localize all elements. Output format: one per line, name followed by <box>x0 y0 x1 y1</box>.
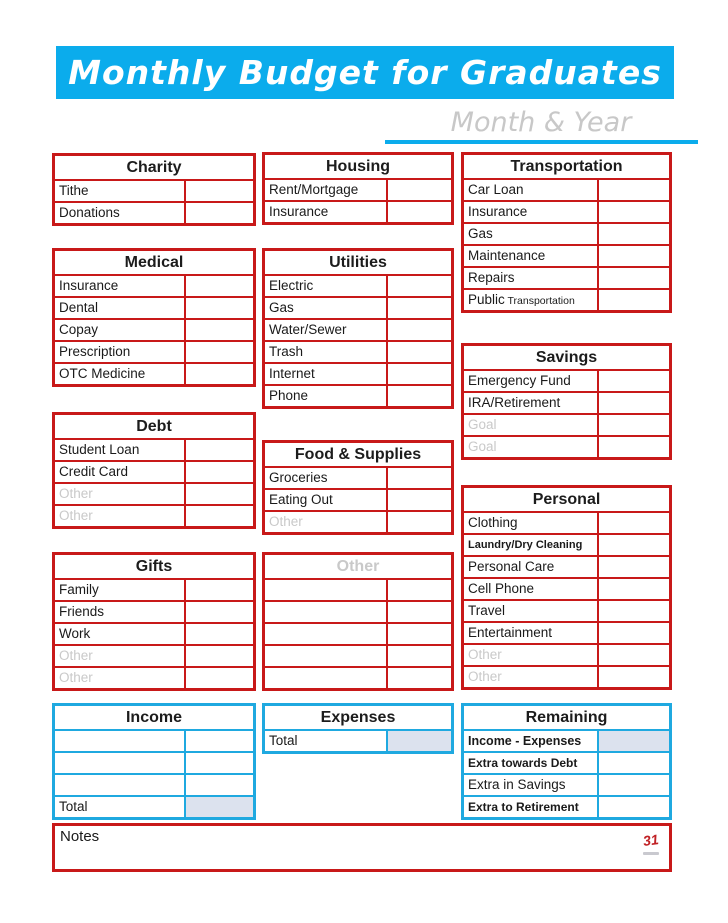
month-year-field[interactable]: Month & Year <box>450 107 632 138</box>
medical-row-0-value-cell[interactable] <box>186 276 253 296</box>
utilities-table-title: Utilities <box>265 251 451 276</box>
housing-table <box>262 152 454 225</box>
food-row-1 <box>265 490 451 512</box>
other-row-1-value-cell[interactable] <box>388 602 451 622</box>
gifts-table-title: Gifts <box>55 555 253 580</box>
personal-row-1-label: Laundry/Dry Cleaning <box>464 535 599 555</box>
medical-row-1 <box>55 298 253 320</box>
title-banner <box>56 46 674 99</box>
other-row-2 <box>265 624 451 646</box>
income-row-1-value-cell[interactable] <box>186 753 253 773</box>
remaining-row-0 <box>464 731 669 753</box>
transportation-table <box>461 152 672 313</box>
other-row-0-label <box>265 580 388 600</box>
medical-row-0 <box>55 276 253 298</box>
gifts-row-1-value-cell[interactable] <box>186 602 253 622</box>
other-row-1-label <box>265 602 388 622</box>
other-row-4-label <box>265 668 388 688</box>
income-row-0 <box>55 731 253 753</box>
transportation-row-1 <box>464 202 669 224</box>
utilities-row-1 <box>265 298 451 320</box>
debt-row-3-label: Other <box>55 506 186 526</box>
personal-row-4-label: Travel <box>464 601 599 621</box>
gifts-row-4-label: Other <box>55 668 186 688</box>
transportation-table-title: Transportation <box>464 155 669 180</box>
remaining-table <box>461 703 672 820</box>
debt-row-0 <box>55 440 253 462</box>
savings-row-3-label: Goal <box>464 437 599 457</box>
savings-row-1-value-cell[interactable] <box>599 393 669 413</box>
utilities-row-4-label: Internet <box>265 364 388 384</box>
food-row-2-label: Other <box>265 512 388 532</box>
income-table <box>52 703 256 820</box>
medical-row-3-label: Prescription <box>55 342 186 362</box>
personal-row-1 <box>464 535 669 557</box>
other-table <box>262 552 454 691</box>
income-row-2-label <box>55 775 186 795</box>
debt-row-2 <box>55 484 253 506</box>
gifts-row-3 <box>55 646 253 668</box>
transportation-row-5-value-cell[interactable] <box>599 290 669 310</box>
charity-row-0 <box>55 181 253 203</box>
medical-row-1-label: Dental <box>55 298 186 318</box>
gifts-row-2-value-cell[interactable] <box>186 624 253 644</box>
gifts-row-2 <box>55 624 253 646</box>
utilities-row-2-label: Water/Sewer <box>265 320 388 340</box>
personal-row-2-label: Personal Care <box>464 557 599 577</box>
transportation-row-0-label: Car Loan <box>464 180 599 200</box>
transportation-row-5-label-suffix: Transportation <box>504 295 575 307</box>
food-table-title: Food & Supplies <box>265 443 451 468</box>
personal-row-4 <box>464 601 669 623</box>
housing-table-title: Housing <box>265 155 451 180</box>
income-row-2-value-cell[interactable] <box>186 775 253 795</box>
other-row-3-label <box>265 646 388 666</box>
medical-row-3-value-cell[interactable] <box>186 342 253 362</box>
remaining-row-3 <box>464 797 669 817</box>
debt-table-title: Debt <box>55 415 253 440</box>
utilities-row-3 <box>265 342 451 364</box>
income-row-0-value-cell[interactable] <box>186 731 253 751</box>
utilities-row-2-value-cell[interactable] <box>388 320 451 340</box>
savings-row-2-label: Goal <box>464 415 599 435</box>
gifts-row-2-label: Work <box>55 624 186 644</box>
food-row-0-value-cell[interactable] <box>388 468 451 488</box>
medical-row-3 <box>55 342 253 364</box>
personal-table-title: Personal <box>464 488 669 513</box>
medical-row-4 <box>55 364 253 384</box>
personal-row-0-label: Clothing <box>464 513 599 533</box>
logo-text: 31 <box>642 830 660 850</box>
debt-row-2-label: Other <box>55 484 186 504</box>
gifts-row-1 <box>55 602 253 624</box>
transportation-row-3 <box>464 246 669 268</box>
charity-row-1-label: Donations <box>55 203 186 223</box>
transportation-row-2 <box>464 224 669 246</box>
remaining-row-1-label: Extra towards Debt <box>464 753 599 773</box>
medical-table <box>52 248 256 387</box>
remaining-row-2 <box>464 775 669 797</box>
food-row-1-value-cell[interactable] <box>388 490 451 510</box>
transportation-row-5-label: Public Transportation <box>464 290 599 310</box>
utilities-row-3-value-cell[interactable] <box>388 342 451 362</box>
utilities-row-3-label: Trash <box>265 342 388 362</box>
remaining-row-3-label: Extra to Retirement <box>464 797 599 817</box>
personal-row-2 <box>464 557 669 579</box>
charity-row-0-value-cell[interactable] <box>186 181 253 201</box>
transportation-row-2-label: Gas <box>464 224 599 244</box>
savings-row-0-label: Emergency Fund <box>464 371 599 391</box>
charity-table <box>52 153 256 226</box>
transportation-row-2-value-cell[interactable] <box>599 224 669 244</box>
debt-row-2-value-cell[interactable] <box>186 484 253 504</box>
other-row-0-value-cell[interactable] <box>388 580 451 600</box>
remaining-row-0-value-cell[interactable] <box>599 731 669 751</box>
savings-row-3-value-cell[interactable] <box>599 437 669 457</box>
debt-table <box>52 412 256 529</box>
transportation-row-1-label: Insurance <box>464 202 599 222</box>
medical-row-1-value-cell[interactable] <box>186 298 253 318</box>
income-table-title: Income <box>55 706 253 731</box>
other-table-title: Other <box>265 555 451 580</box>
gifts-row-0 <box>55 580 253 602</box>
transportation-row-4 <box>464 268 669 290</box>
utilities-row-2 <box>265 320 451 342</box>
personal-row-5-value-cell[interactable] <box>599 623 669 643</box>
medical-row-0-label: Insurance <box>55 276 186 296</box>
gifts-row-4-value-cell[interactable] <box>186 668 253 688</box>
food-row-2 <box>265 512 451 532</box>
gifts-row-4 <box>55 668 253 688</box>
debt-row-0-value-cell[interactable] <box>186 440 253 460</box>
charity-table-title: Charity <box>55 156 253 181</box>
other-row-2-label <box>265 624 388 644</box>
month-year-underline <box>385 140 698 144</box>
utilities-row-0-value-cell[interactable] <box>388 276 451 296</box>
food-row-2-value-cell[interactable] <box>388 512 451 532</box>
remaining-row-0-label: Income - Expenses <box>464 731 599 751</box>
personal-row-5 <box>464 623 669 645</box>
medical-row-2 <box>55 320 253 342</box>
remaining-row-2-value-cell[interactable] <box>599 775 669 795</box>
debt-row-1 <box>55 462 253 484</box>
income-row-1-label <box>55 753 186 773</box>
income-row-0-label <box>55 731 186 751</box>
personal-row-2-value-cell[interactable] <box>599 557 669 577</box>
gifts-row-3-label: Other <box>55 646 186 666</box>
personal-row-0 <box>464 513 669 535</box>
medical-row-4-value-cell[interactable] <box>186 364 253 384</box>
personal-row-6 <box>464 645 669 667</box>
savings-row-1 <box>464 393 669 415</box>
income-row-3-value-cell[interactable] <box>186 797 253 817</box>
other-row-3 <box>265 646 451 668</box>
debt-row-3 <box>55 506 253 526</box>
savings-row-0-value-cell[interactable] <box>599 371 669 391</box>
housing-row-0 <box>265 180 451 202</box>
personal-row-4-value-cell[interactable] <box>599 601 669 621</box>
medical-row-4-label: OTC Medicine <box>55 364 186 384</box>
personal-row-6-label: Other <box>464 645 599 665</box>
utilities-row-5-label: Phone <box>265 386 388 406</box>
page-title: Monthly Budget for Graduates <box>68 53 662 92</box>
utilities-row-0-label: Electric <box>265 276 388 296</box>
transportation-row-0 <box>464 180 669 202</box>
personal-row-3 <box>464 579 669 601</box>
utilities-row-0 <box>265 276 451 298</box>
remaining-row-1 <box>464 753 669 775</box>
remaining-table-title: Remaining <box>464 706 669 731</box>
income-row-3-label: Total <box>55 797 186 817</box>
medical-row-2-label: Copay <box>55 320 186 340</box>
transportation-row-3-label: Maintenance <box>464 246 599 266</box>
gifts-row-0-label: Family <box>55 580 186 600</box>
income-row-3 <box>55 797 253 817</box>
income-row-1 <box>55 753 253 775</box>
personal-row-7-label: Other <box>464 667 599 687</box>
savings-row-1-label: IRA/Retirement <box>464 393 599 413</box>
savings-table-title: Savings <box>464 346 669 371</box>
savings-row-3 <box>464 437 669 457</box>
expenses-row-0 <box>265 731 451 751</box>
personal-row-1-value-cell[interactable] <box>599 535 669 555</box>
medical-table-title: Medical <box>55 251 253 276</box>
personal-row-3-label: Cell Phone <box>464 579 599 599</box>
other-row-4 <box>265 668 451 688</box>
other-row-0 <box>265 580 451 602</box>
food-row-0-label: Groceries <box>265 468 388 488</box>
brand-logo <box>639 832 663 855</box>
utilities-row-5 <box>265 386 451 406</box>
debt-row-1-label: Credit Card <box>55 462 186 482</box>
expenses-row-0-label: Total <box>265 731 388 751</box>
personal-row-5-label: Entertainment <box>464 623 599 643</box>
personal-row-6-value-cell[interactable] <box>599 645 669 665</box>
utilities-table <box>262 248 454 409</box>
savings-row-0 <box>464 371 669 393</box>
debt-row-3-value-cell[interactable] <box>186 506 253 526</box>
utilities-row-4-value-cell[interactable] <box>388 364 451 384</box>
remaining-row-1-value-cell[interactable] <box>599 753 669 773</box>
personal-row-3-value-cell[interactable] <box>599 579 669 599</box>
debt-row-1-value-cell[interactable] <box>186 462 253 482</box>
notes-label: Notes <box>60 828 100 845</box>
other-row-3-value-cell[interactable] <box>388 646 451 666</box>
food-row-0 <box>265 468 451 490</box>
other-row-1 <box>265 602 451 624</box>
personal-table <box>461 485 672 690</box>
notes-box[interactable] <box>52 823 672 872</box>
utilities-row-4 <box>265 364 451 386</box>
food-supplies-table <box>262 440 454 535</box>
transportation-row-0-value-cell[interactable] <box>599 180 669 200</box>
charity-row-1 <box>55 203 253 223</box>
income-row-2 <box>55 775 253 797</box>
personal-row-7 <box>464 667 669 687</box>
savings-row-2 <box>464 415 669 437</box>
charity-row-1-value-cell[interactable] <box>186 203 253 223</box>
gifts-row-0-value-cell[interactable] <box>186 580 253 600</box>
debt-row-0-label: Student Loan <box>55 440 186 460</box>
housing-row-1-value-cell[interactable] <box>388 202 451 222</box>
other-row-4-value-cell[interactable] <box>388 668 451 688</box>
transportation-row-5 <box>464 290 669 310</box>
personal-row-7-value-cell[interactable] <box>599 667 669 687</box>
expenses-table-title: Expenses <box>265 706 451 731</box>
gifts-row-1-label: Friends <box>55 602 186 622</box>
transportation-row-4-label: Repairs <box>464 268 599 288</box>
expenses-row-0-value-cell[interactable] <box>388 731 451 751</box>
gifts-table <box>52 552 256 691</box>
savings-table <box>461 343 672 460</box>
logo-subtext-mark <box>643 852 659 855</box>
transportation-row-3-value-cell[interactable] <box>599 246 669 266</box>
housing-row-0-label: Rent/Mortgage <box>265 180 388 200</box>
expenses-table <box>262 703 454 754</box>
medical-row-2-value-cell[interactable] <box>186 320 253 340</box>
utilities-row-1-label: Gas <box>265 298 388 318</box>
remaining-row-2-label: Extra in Savings <box>464 775 599 795</box>
utilities-row-1-value-cell[interactable] <box>388 298 451 318</box>
housing-row-1 <box>265 202 451 222</box>
remaining-row-3-value-cell[interactable] <box>599 797 669 817</box>
housing-row-1-label: Insurance <box>265 202 388 222</box>
transportation-row-1-value-cell[interactable] <box>599 202 669 222</box>
savings-row-2-value-cell[interactable] <box>599 415 669 435</box>
transportation-row-4-value-cell[interactable] <box>599 268 669 288</box>
personal-row-0-value-cell[interactable] <box>599 513 669 533</box>
other-row-2-value-cell[interactable] <box>388 624 451 644</box>
utilities-row-5-value-cell[interactable] <box>388 386 451 406</box>
charity-row-0-label: Tithe <box>55 181 186 201</box>
housing-row-0-value-cell[interactable] <box>388 180 451 200</box>
food-row-1-label: Eating Out <box>265 490 388 510</box>
gifts-row-3-value-cell[interactable] <box>186 646 253 666</box>
